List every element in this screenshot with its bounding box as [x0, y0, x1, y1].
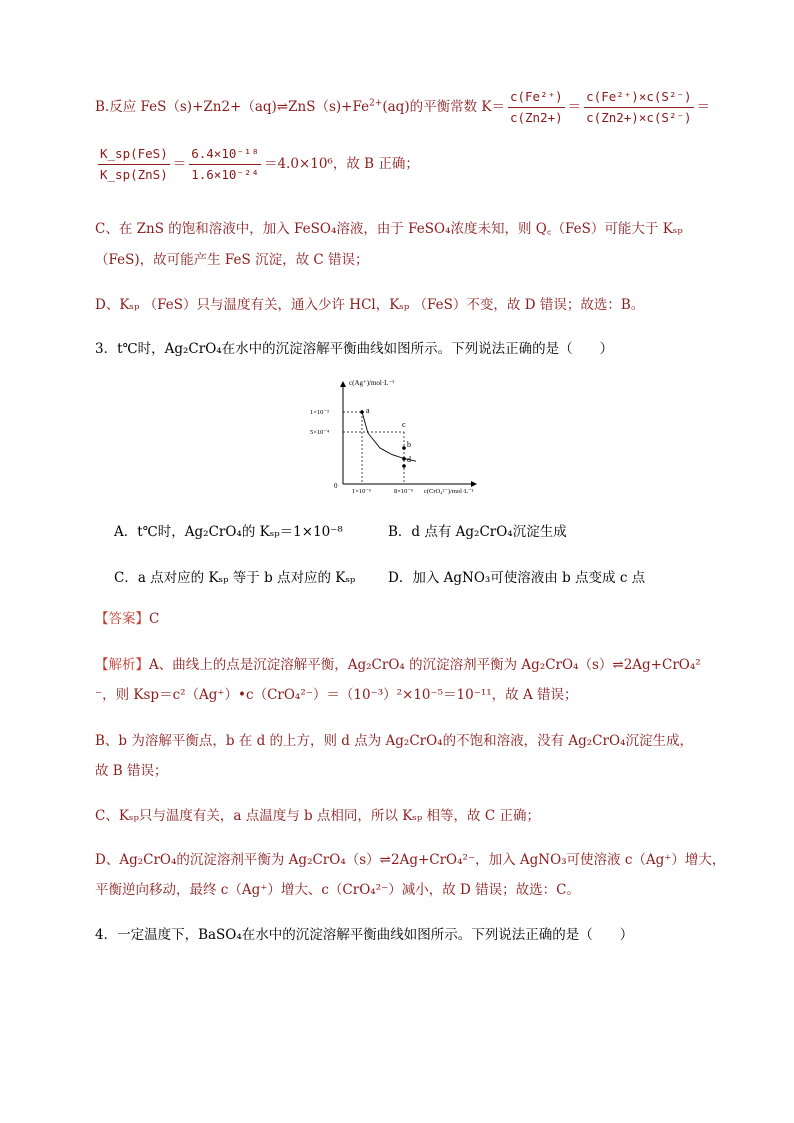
option-d: D．加入 AgNO₃可使溶液由 b 点变成 c 点: [388, 570, 646, 586]
point-c-label: c: [402, 420, 406, 429]
ksp-fes-value: 6.4×10⁻¹⁸: [189, 145, 261, 165]
analysis-line7: 平衡逆向移动，最终 c（Ag⁺）增大、c（CrO₄²⁻）减小，故 D 错误；故选：C。: [95, 882, 580, 898]
fraction-fe-over-zn: [508, 88, 565, 127]
point-a-label: a: [366, 406, 370, 415]
origin-label: 0: [334, 482, 338, 490]
analysis-line1: [95, 656, 701, 674]
option-b: B．d 点有 Ag₂CrO₄沉淀生成: [388, 524, 567, 540]
option-c-analysis-line2: （FeS)，故可能产生 FeS 沉淀，故 C 错误；: [95, 252, 369, 268]
question-3-stem: 3．t℃时，Ag₂CrO₄在水中的沉淀溶解平衡曲线如图所示。下列说法正确的是（ ）: [95, 341, 614, 357]
fraction-ksp-ratio: [98, 145, 170, 184]
x-tick-left: 1×10⁻⁵: [352, 488, 372, 495]
option-d-analysis: D、Kₛₚ （FeS）只与温度有关，通入少许 HCl，Kₛₚ （FeS）不变，故 D 错误；故选：B。: [95, 297, 645, 313]
answer-value: C: [149, 611, 160, 627]
analysis-line6: D、Ag₂CrO₄的沉淀溶剂平衡为 Ag₂CrO₄（s）⇌2Ag+CrO₄²⁻，加入 AgNO₃可使溶液 c（Ag⁺）增大，: [95, 852, 726, 868]
b-eq: ＝: [567, 99, 582, 115]
option-c: C．a 点对应的 Kₛₚ 等于 b 点对应的 Kₛₚ: [114, 570, 356, 586]
analysis-line2: ⁻，则 Ksp＝c²（Ag⁺）•c（CrO₄²⁻）＝（10⁻³）²×10⁻⁵＝10⁻¹¹，故 A 错误；: [95, 687, 578, 703]
option-c-analysis-line1: C、在 ZnS 的饱和溶液中，加入 FeSO₄溶液，由于 FeSO₄浓度未知，则 Q꜀（FeS）可能大于 Kₛₚ: [95, 221, 683, 237]
fraction-ksp-values: [189, 145, 261, 184]
frac2-denominator: c(Zn2+)×c(S²⁻): [586, 110, 692, 125]
b-mid: (aq)的平衡常数 K＝: [382, 99, 505, 115]
answer-tag: 【答案】: [95, 611, 149, 627]
b-prefix: B.反应 FeS（s)+Zn2+（aq)⇌ZnS（s)+Fe: [95, 99, 370, 115]
frac2-numerator: c(Fe²⁺)×c(S²⁻): [584, 88, 693, 108]
y-tick-top: 1×10⁻³: [310, 409, 329, 416]
fe-charge: 2+: [369, 98, 383, 109]
point-d-label: d: [407, 455, 411, 464]
ksp-zns: K_sp(ZnS): [100, 167, 168, 182]
analysis-line4: 故 B 错误；: [95, 763, 168, 779]
x-tick-right: 8×10⁻⁵: [394, 488, 414, 495]
analysis-tag: 【解析】: [95, 657, 149, 673]
analysis-a-text: A、曲线上的点是沉淀溶解平衡，Ag₂CrO₄ 的沉淀溶剂平衡为 Ag₂CrO₄（s）⇌2Ag+CrO₄²: [149, 657, 701, 673]
frac1-numerator: c(Fe²⁺): [508, 88, 565, 108]
solubility-curve-chart: [310, 372, 498, 497]
x-axis-label: c(CrO₄²⁻)/mol·L⁻¹: [424, 488, 474, 495]
question-4-stem: 4．一定温度下，BaSO₄在水中的沉淀溶解平衡曲线如图所示。下列说法正确的是（ ）: [95, 927, 634, 943]
y-tick-mid: 5×10⁻⁴: [310, 429, 330, 436]
point-b: [402, 457, 406, 461]
b-tail: ＝: [696, 99, 711, 115]
point-b-label: b: [407, 440, 411, 449]
point-c: [402, 446, 406, 450]
ksp-fes: K_sp(FeS): [98, 145, 170, 165]
option-b-analysis-line1: [95, 88, 710, 127]
y-axis-label: c(Ag⁺)/mol·L⁻¹: [349, 379, 395, 387]
fraction-full-expression: [584, 88, 693, 127]
equilibrium-curve: [362, 412, 416, 461]
point-d: [402, 464, 406, 468]
analysis-line5: C、Kₛₚ只与温度有关，a 点温度与 b 点相同，所以 Kₛₚ 相等，故 C 正确；: [95, 808, 540, 824]
frac1-denominator: c(Zn2+): [509, 110, 563, 125]
b2-result: ＝4.0×10⁶，故 B 正确；: [263, 156, 419, 172]
analysis-line3: B、b 为溶解平衡点，b 在 d 的上方，则 d 点为 Ag₂CrO₄的不饱和溶液，没有 Ag₂CrO₄沉淀生成，: [95, 733, 693, 749]
answer-line: [95, 610, 159, 628]
option-a: A．t℃时，Ag₂CrO₄的 Kₛₚ＝1×10⁻⁸: [114, 524, 343, 540]
option-b-analysis-line2: [95, 145, 419, 184]
ksp-zns-value: 1.6×10⁻²⁴: [191, 167, 259, 182]
b2-eq: ＝: [172, 156, 187, 172]
point-a: [360, 410, 364, 414]
